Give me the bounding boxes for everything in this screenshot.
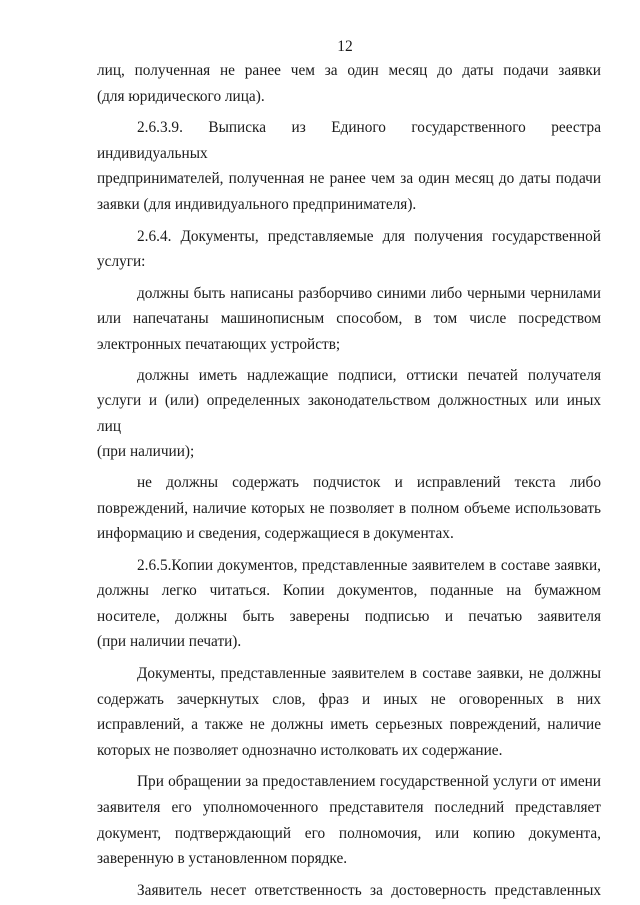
text-line: 2.6.4. Документы, представляемые для получения государственной bbox=[137, 227, 601, 245]
text-line: документ, подтверждающий его полномочия, или копию документа, bbox=[97, 824, 601, 842]
text-line: информацию и сведения, содержащиеся в документах. bbox=[97, 525, 454, 543]
text-line: электронных печатающих устройств; bbox=[97, 335, 341, 353]
text-line: 2.6.3.9. Выписка из Единого государственного реестра индивидуальных bbox=[97, 119, 601, 162]
paragraph bbox=[97, 281, 601, 358]
text-line: заявки (для индивидуального предпринимателя). bbox=[97, 195, 417, 213]
text-line: заверенную в установленном порядке. bbox=[97, 850, 348, 868]
text-line: не должны содержать подчисток и исправлений текста либо bbox=[137, 473, 601, 491]
text-line: Заявитель несет ответственность за достоверность представленных bbox=[137, 881, 601, 899]
text-line: Документы, представленные заявителем в составе заявки, не должны bbox=[137, 665, 601, 683]
paragraph bbox=[97, 58, 601, 109]
text-line: или напечатаны машинописным способом, в том числе посредством bbox=[97, 310, 601, 328]
paragraph bbox=[97, 115, 601, 217]
text-line: заявителя его уполномоченного представителя последний представляет bbox=[97, 799, 601, 817]
text-line: содержать зачеркнутых слов, фраз и иных не оговоренных в них bbox=[97, 690, 601, 708]
text-line: должны быть написаны разборчиво синими либо черными чернилами bbox=[137, 284, 601, 302]
text-line: должны иметь надлежащие подписи, оттиски печатей получателя bbox=[137, 366, 601, 384]
text-line: услуги и (или) определенных законодательством должностных или иных лиц bbox=[97, 392, 601, 435]
text-line: (для юридического лица). bbox=[97, 87, 265, 105]
text-line: которых не позволяет однозначно истолковать их содержание. bbox=[97, 741, 503, 759]
text-line: предпринимателей, полученная не ранее чем за один месяц до даты подачи bbox=[97, 170, 601, 188]
text-line: (при наличии печати). bbox=[97, 633, 242, 651]
text-line: 2.6.5.Копии документов, представленные заявителем в составе заявки, bbox=[137, 556, 601, 574]
paragraph bbox=[97, 470, 601, 547]
text-line: (при наличии); bbox=[97, 443, 195, 461]
paragraph bbox=[97, 553, 601, 655]
paragraph bbox=[97, 363, 601, 465]
text-line: носителе, должны быть заверены подписью и печатью заявителя bbox=[97, 607, 601, 625]
text-line: должны легко читаться. Копии документов, поданные на бумажном bbox=[97, 582, 601, 600]
document-body bbox=[97, 58, 601, 903]
paragraph bbox=[97, 224, 601, 275]
paragraph bbox=[97, 769, 601, 871]
text-line: повреждений, наличие которых не позволяет в полном объеме использовать bbox=[97, 499, 601, 517]
paragraph bbox=[97, 878, 601, 904]
page-number: 12 bbox=[337, 38, 353, 55]
text-line: лиц, полученная не ранее чем за один месяц до даты подачи заявки bbox=[97, 62, 601, 79]
text-line: услуги: bbox=[97, 253, 146, 271]
text-line: При обращении за предоставлением государственной услуги от имени bbox=[137, 773, 601, 791]
text-line: исправлений, а также не должны иметь серьезных повреждений, наличие bbox=[97, 716, 601, 734]
paragraph bbox=[97, 661, 601, 763]
